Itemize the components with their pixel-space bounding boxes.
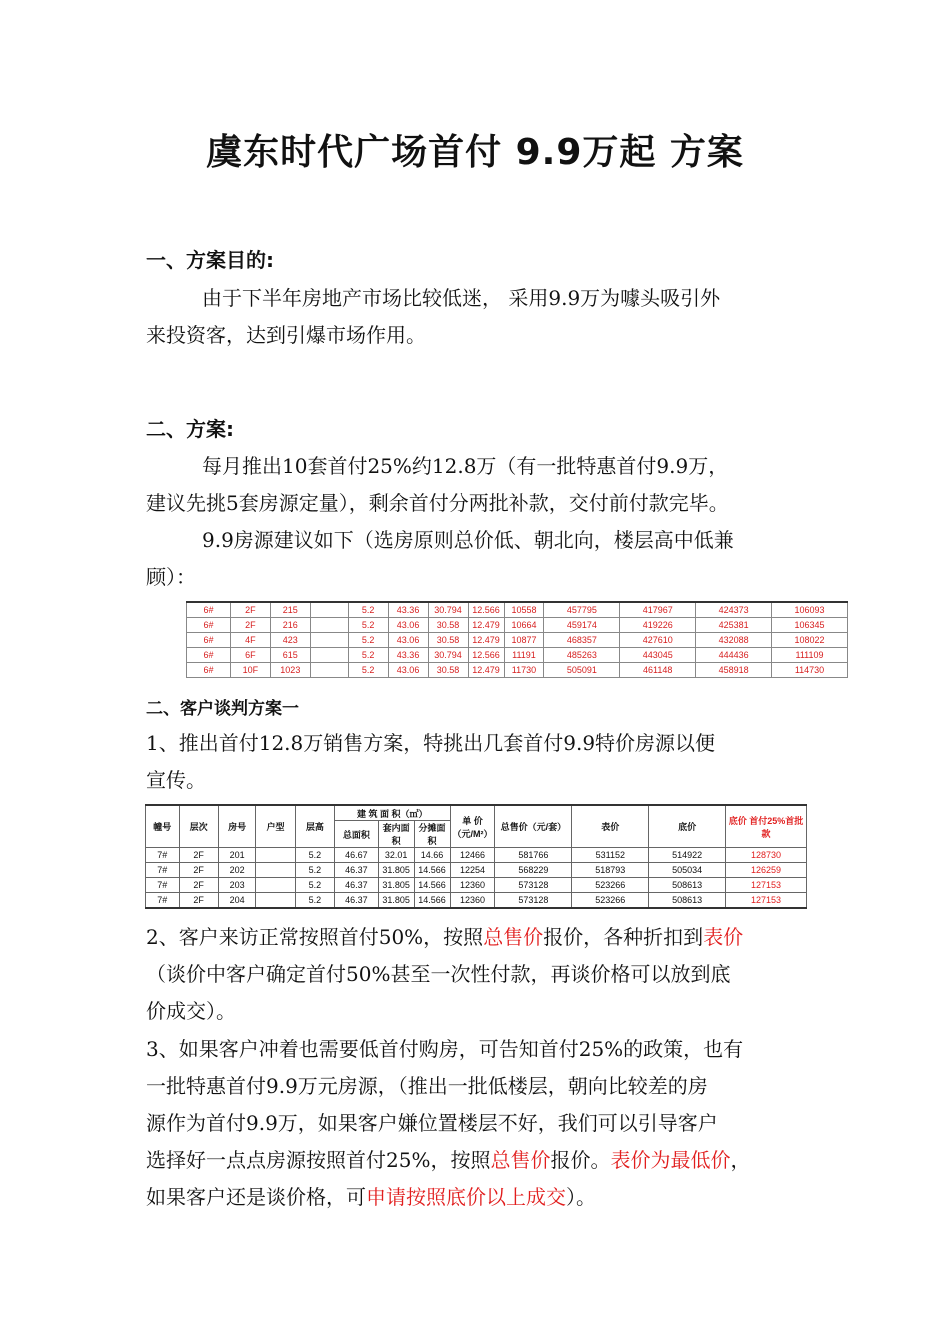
table-cell: 444436	[696, 648, 772, 663]
table-cell	[256, 848, 295, 863]
table-cell: 10F	[230, 663, 270, 678]
table-cell: 31.805	[378, 893, 414, 909]
header-shared-area: 分摊面积	[414, 821, 450, 848]
table-cell: 6#	[187, 618, 231, 633]
table-cell: 2F	[230, 618, 270, 633]
table-cell	[256, 878, 295, 893]
table-cell: 6#	[187, 602, 231, 618]
table-cell: 46.37	[335, 878, 379, 893]
table-cell: 127153	[726, 893, 807, 909]
section-heading-plan: 二、方案:	[146, 417, 234, 441]
table-cell: 2F	[179, 893, 218, 909]
table-cell	[310, 618, 348, 633]
table-cell: 508613	[649, 893, 726, 909]
table-cell: 459174	[544, 618, 620, 633]
table-cell: 4F	[230, 633, 270, 648]
table-cell: 615	[270, 648, 310, 663]
table-cell: 11191	[504, 648, 544, 663]
table-cell: 202	[218, 863, 256, 878]
table-cell: 6F	[230, 648, 270, 663]
table-cell: 10558	[504, 602, 544, 618]
section-heading-goal: 一、方案目的:	[146, 248, 274, 272]
table-cell: 6#	[187, 663, 231, 678]
table-cell: 111109	[772, 648, 848, 663]
table-cell: 203	[218, 878, 256, 893]
table-cell: 114730	[772, 663, 848, 678]
negotiation-item-1: 1、推出首付12.8万销售方案，特挑出几套首付9.9特价房源以便 宣传。	[146, 731, 716, 792]
table-cell: 43.06	[388, 663, 428, 678]
table-cell: 6#	[187, 633, 231, 648]
page-title: 虞东时代广场首付 9.9万起 方案	[206, 132, 744, 173]
table-cell: 32.01	[378, 848, 414, 863]
table-row	[146, 848, 807, 863]
table-cell: 573128	[495, 893, 572, 909]
table-cell: 5.2	[348, 648, 388, 663]
table-row	[146, 863, 807, 878]
header-floor: 层次	[179, 805, 218, 848]
table-cell: 419226	[620, 618, 696, 633]
table-row	[187, 602, 848, 618]
table-cell	[310, 602, 348, 618]
table-cell: 523266	[572, 893, 649, 909]
table-cell: 2F	[179, 863, 218, 878]
table-cell: 461148	[620, 663, 696, 678]
table-cell: 5.2	[295, 848, 334, 863]
table-cell: 424373	[696, 602, 772, 618]
header-unit-price: 单 价（元/M²）	[450, 805, 495, 848]
header-list-price: 表价	[572, 805, 649, 848]
table-cell: 5.2	[348, 663, 388, 678]
table-cell: 30.794	[428, 648, 468, 663]
table-cell: 5.2	[348, 618, 388, 633]
negotiation-item-2: 2、客户来访正常按照首付50%，按照总售价报价，各种折扣到表价 （谈价中客户确定首付50%甚至一次性付款，再谈价格可以放到底 价成交）。	[146, 925, 744, 1023]
table-cell: 423	[270, 633, 310, 648]
table-cell: 46.37	[335, 893, 379, 909]
table-cell: 43.06	[388, 618, 428, 633]
table-cell: 204	[218, 893, 256, 909]
table-cell: 30.58	[428, 633, 468, 648]
negotiation-item-3: 3、如果客户冲着也需要低首付购房，可告知首付25%的政策，也有 一批特惠首付9.9万元房源，（推出一批低楼层，朝向比较差的房 源作为首付9.9万，如果客户嫌位置楼层不好，我们可以引导客户 选择好一点点房源按照首付25%，按照总售价报价。表价为最低价， 如果客户还是谈价格，可申请按照底价以上成交）。	[146, 1037, 751, 1209]
table-cell: 201	[218, 848, 256, 863]
table-cell	[256, 863, 295, 878]
header-room: 房号	[218, 805, 256, 848]
goal-paragraph: 由于下半年房地产市场比较低迷， 采用9.9万为噱头吸引外 来投资客，达到引爆市场作用。	[146, 286, 721, 347]
table-cell: 46.37	[335, 863, 379, 878]
table-cell	[310, 663, 348, 678]
table-cell: 126259	[726, 863, 807, 878]
table-cell: 485263	[544, 648, 620, 663]
header-down-payment: 底价 首付25%首批款	[726, 805, 807, 848]
header-inner-area: 套内面积	[378, 821, 414, 848]
table-cell: 427610	[620, 633, 696, 648]
table-cell: 2F	[230, 602, 270, 618]
table-cell: 457795	[544, 602, 620, 618]
header-total-price: 总售价（元/套）	[495, 805, 572, 848]
table-cell: 581766	[495, 848, 572, 863]
table-cell: 6#	[187, 648, 231, 663]
table-cell: 12.566	[468, 602, 504, 618]
table-cell: 12466	[450, 848, 495, 863]
table-cell: 31.805	[378, 878, 414, 893]
table-cell: 215	[270, 602, 310, 618]
table-row	[187, 618, 848, 633]
section-heading-negotiation: 二、客户谈判方案一	[146, 699, 299, 719]
table-cell: 518793	[572, 863, 649, 878]
table-cell: 14.66	[414, 848, 450, 863]
table-cell: 30.794	[428, 602, 468, 618]
table-cell: 458918	[696, 663, 772, 678]
table-cell: 46.67	[335, 848, 379, 863]
table-row	[146, 893, 807, 909]
table-cell: 7#	[146, 878, 180, 893]
table-cell: 5.2	[348, 633, 388, 648]
table-cell: 30.58	[428, 618, 468, 633]
table-cell	[310, 648, 348, 663]
table-cell: 1023	[270, 663, 310, 678]
table-cell	[310, 633, 348, 648]
table-cell: 443045	[620, 648, 696, 663]
table-row	[146, 878, 807, 893]
header-height: 层高	[295, 805, 334, 848]
table-cell: 10664	[504, 618, 544, 633]
table-cell: 216	[270, 618, 310, 633]
table-row	[187, 663, 848, 678]
header-total-area: 总面积	[335, 821, 379, 848]
table-cell: 14.566	[414, 863, 450, 878]
table-cell: 432088	[696, 633, 772, 648]
table-cell: 505091	[544, 663, 620, 678]
table-cell: 106345	[772, 618, 848, 633]
table-cell: 468357	[544, 633, 620, 648]
table-cell: 531152	[572, 848, 649, 863]
table-cell: 2F	[179, 878, 218, 893]
table-cell: 568229	[495, 863, 572, 878]
table-cell: 523266	[572, 878, 649, 893]
table-cell: 5.2	[295, 893, 334, 909]
table-cell: 43.06	[388, 633, 428, 648]
table-cell: 14.566	[414, 893, 450, 909]
table-row	[187, 648, 848, 663]
table-cell: 505034	[649, 863, 726, 878]
plan-paragraph: 每月推出10套首付25%约12.8万（有一批特惠首付9.9万， 建议先挑5套房源定量），剩余首付分两批补款，交付前付款完毕。 9.9房源建议如下（选房原则总价低、朝北向，楼层高中低兼 顾）：	[146, 454, 734, 589]
table-cell: 2F	[179, 848, 218, 863]
table-cell: 425381	[696, 618, 772, 633]
table-cell: 508613	[649, 878, 726, 893]
table-cell: 417967	[620, 602, 696, 618]
table-cell: 30.58	[428, 663, 468, 678]
header-building: 幢号	[146, 805, 180, 848]
table-cell: 573128	[495, 878, 572, 893]
table-cell: 12.479	[468, 633, 504, 648]
table-cell: 10877	[504, 633, 544, 648]
table-cell: 7#	[146, 893, 180, 909]
table-cell: 7#	[146, 863, 180, 878]
table-cell: 108022	[772, 633, 848, 648]
table-cell: 5.2	[348, 602, 388, 618]
table-cell: 128730	[726, 848, 807, 863]
table-cell: 5.2	[295, 878, 334, 893]
recommended-units-table	[186, 601, 848, 678]
table-cell: 11730	[504, 663, 544, 678]
table-cell: 514922	[649, 848, 726, 863]
header-type: 户型	[256, 805, 295, 848]
table-cell: 31.805	[378, 863, 414, 878]
sample-units-table	[145, 804, 807, 909]
table-cell: 7#	[146, 848, 180, 863]
table-cell: 43.36	[388, 648, 428, 663]
table-cell: 14.566	[414, 878, 450, 893]
table-cell	[256, 893, 295, 909]
table-cell: 12360	[450, 878, 495, 893]
table-cell: 43.36	[388, 602, 428, 618]
header-area-group: 建 筑 面 积（㎡）	[335, 805, 450, 821]
table-cell: 127153	[726, 878, 807, 893]
header-base-price: 底价	[649, 805, 726, 848]
table-cell: 12360	[450, 893, 495, 909]
table-cell: 106093	[772, 602, 848, 618]
table-cell: 5.2	[295, 863, 334, 878]
table-cell: 12254	[450, 863, 495, 878]
table-cell: 12.566	[468, 648, 504, 663]
table-row	[187, 633, 848, 648]
table-cell: 12.479	[468, 618, 504, 633]
table-cell: 12.479	[468, 663, 504, 678]
